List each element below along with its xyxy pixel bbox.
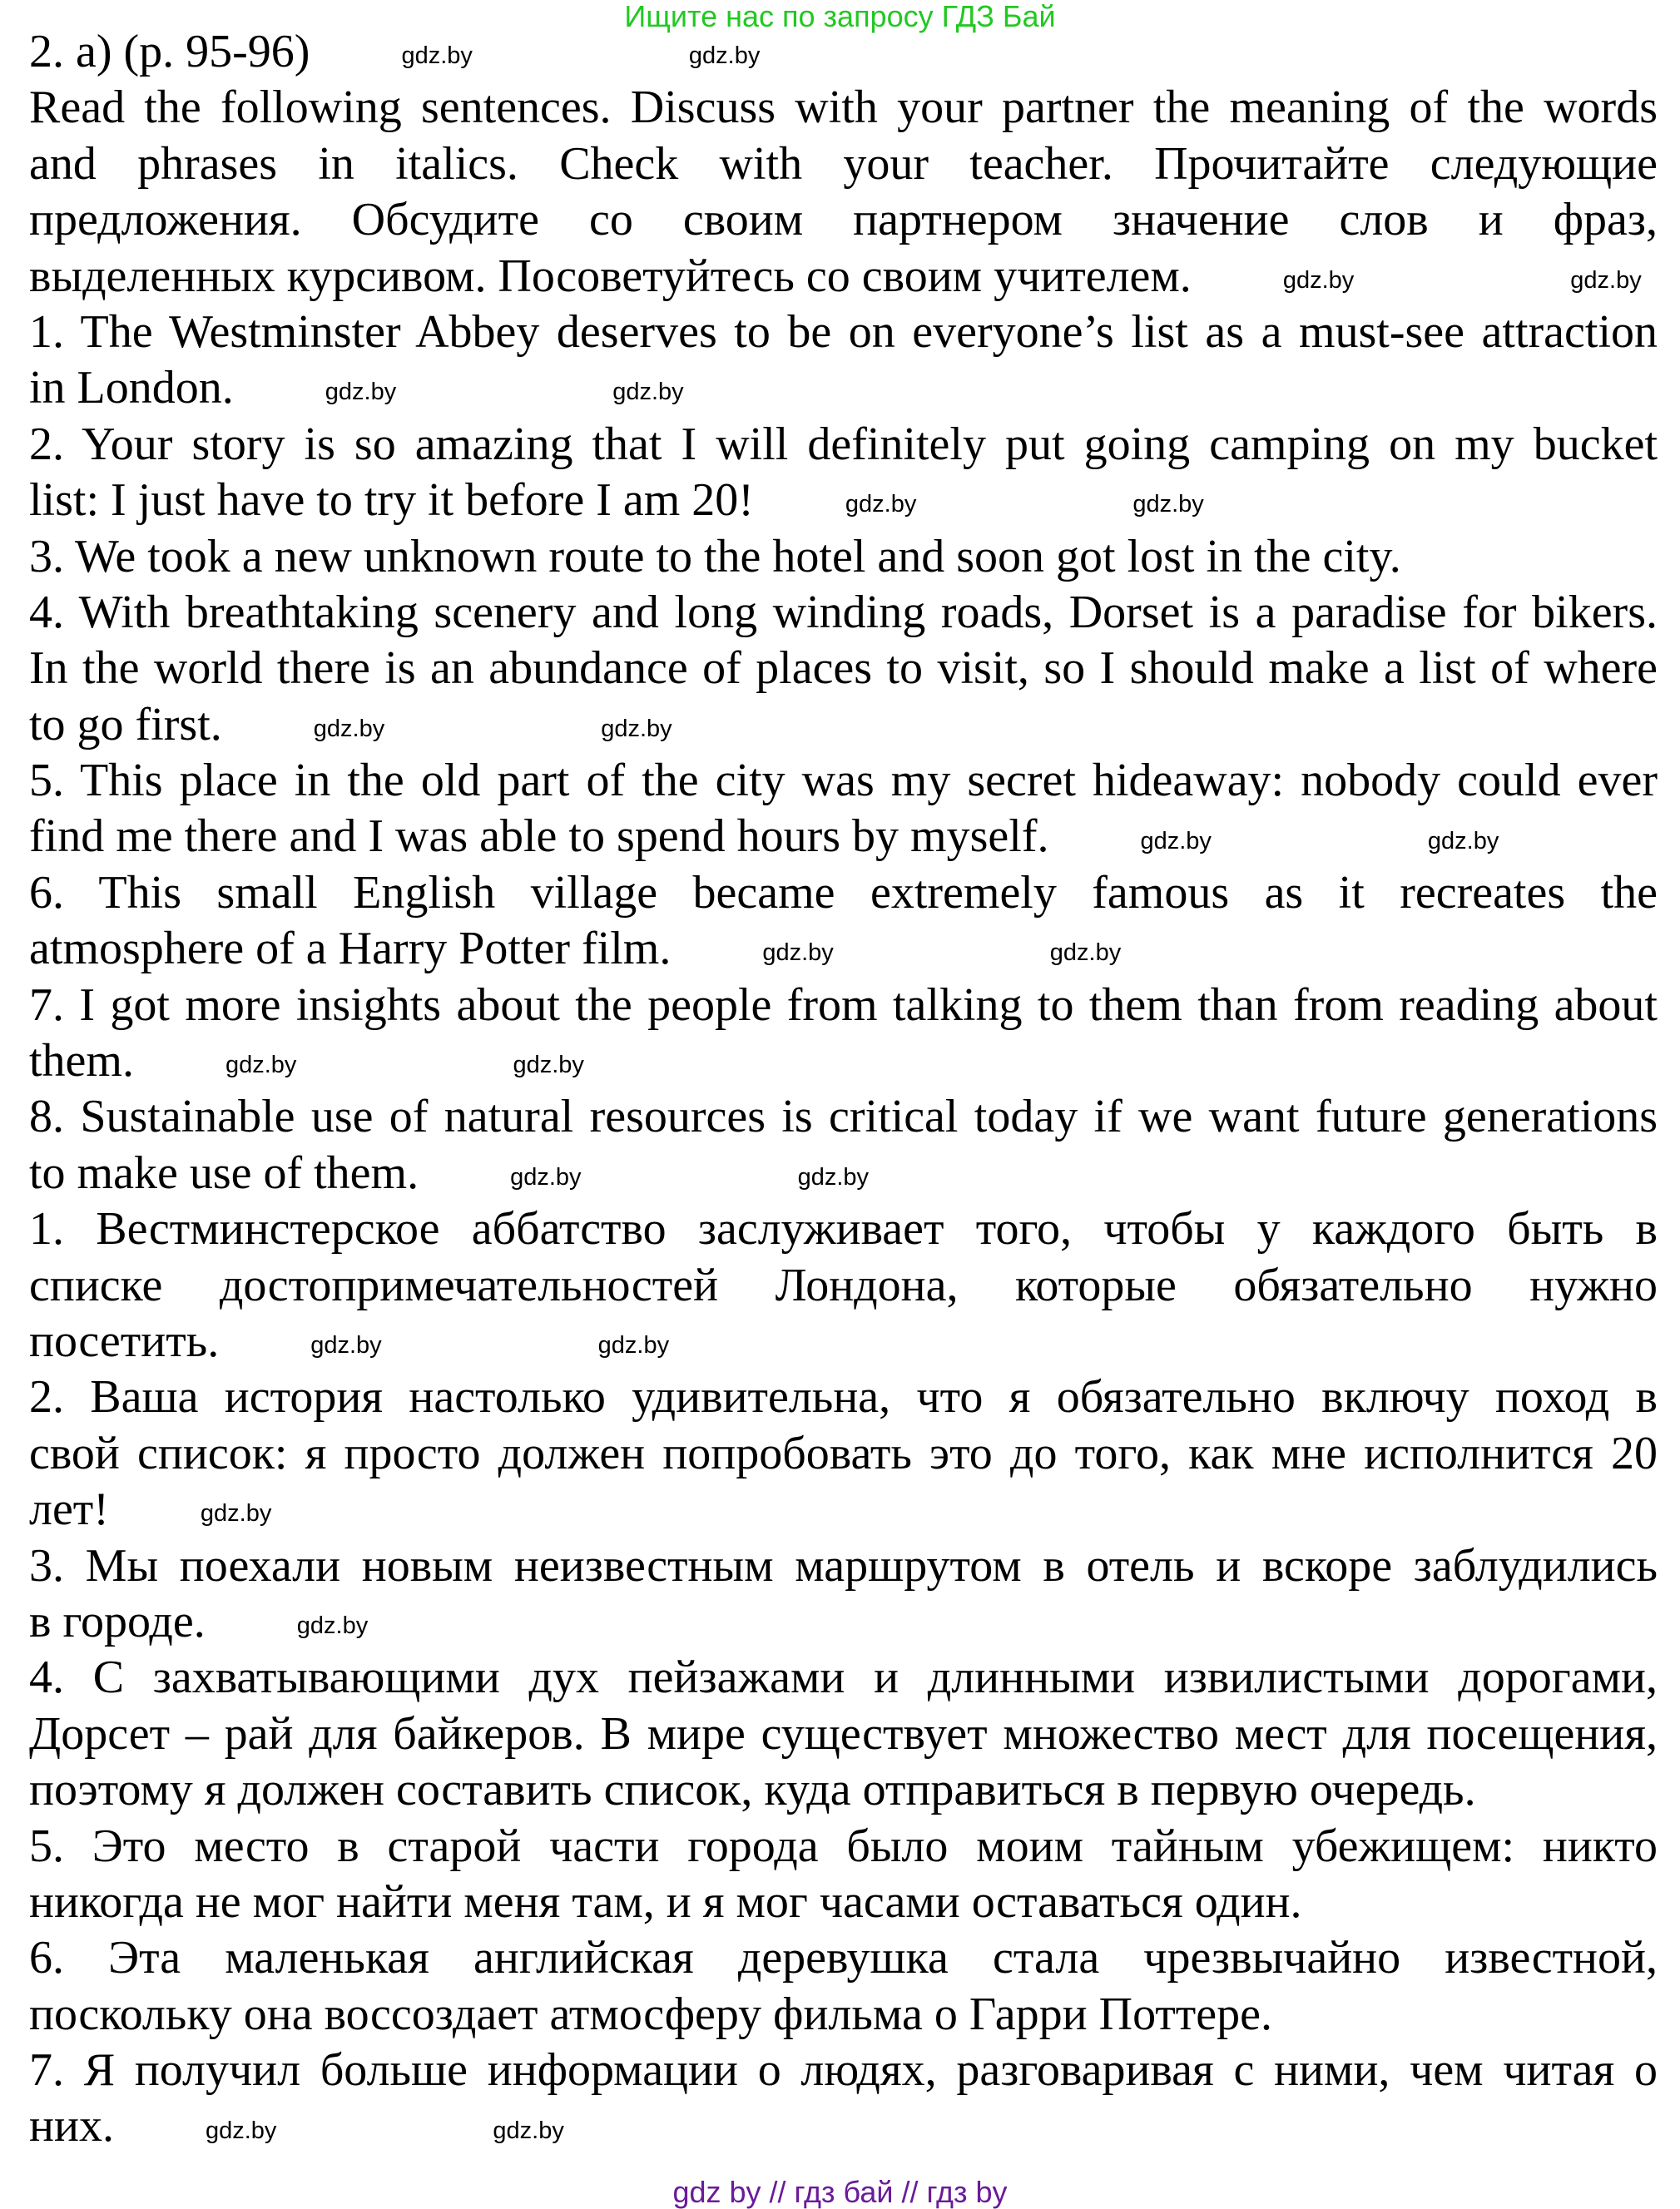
- text-line-content: them.: [29, 1035, 134, 1087]
- watermark: gdz.by: [1282, 266, 1355, 294]
- text-line-content: Read the following sentences. Discuss with your partner the meaning of the words: [29, 82, 1658, 134]
- text-line: [29, 1875, 1658, 1930]
- text-line: [29, 809, 1658, 864]
- watermark: gdz.by: [1570, 266, 1642, 294]
- text-line-content: них.: [29, 2100, 114, 2152]
- watermark: gdz.by: [1132, 491, 1204, 518]
- text-line: [29, 80, 1658, 136]
- text-line-content: списке достопримечательностей Лондона, которые обязательно нужно: [29, 1259, 1658, 1311]
- watermark: gdz.by: [205, 2117, 277, 2144]
- text-line-content: find me there and I was able to spend hours by myself.: [29, 810, 1049, 863]
- text-line: [29, 360, 1658, 416]
- document-body: [29, 24, 1658, 2155]
- text-line-content: and phrases in italics. Check with your teacher. Прочитайте следующие: [29, 137, 1658, 190]
- watermark: gdz.by: [845, 491, 917, 518]
- watermark: gdz.by: [225, 1052, 297, 1079]
- watermark: gdz.by: [1140, 827, 1212, 854]
- text-line: [29, 1762, 1658, 1818]
- text-line: [29, 1314, 1658, 1369]
- text-line-content: Дорсет – рай для байкеров. В мире существует множество мест для посещения,: [29, 1707, 1658, 1760]
- text-line-content: 7. Я получил больше информации о людях, разговаривая с ними, чем читая о: [29, 2044, 1658, 2097]
- text-line: [29, 249, 1658, 305]
- text-line-content: 2. Ваша история настолько удивительна, что я обязательно включу поход в: [29, 1371, 1658, 1424]
- text-line-content: 1. The Westminster Abbey deserves to be on everyone’s list as a must-see attraction: [29, 305, 1658, 358]
- text-line-content: 8. Sustainable use of natural resources is critical today if we want future generations: [29, 1091, 1658, 1143]
- text-line: [29, 753, 1658, 809]
- watermark: gdz.by: [310, 1332, 382, 1360]
- text-line-content: atmosphere of a Harry Potter film.: [29, 923, 672, 975]
- text-line: [29, 417, 1658, 473]
- text-line: [29, 529, 1658, 585]
- text-line-content: 2. Your story is so amazing that I will definitely put going camping on my bucket: [29, 418, 1658, 470]
- text-line-content: лет!: [29, 1483, 109, 1536]
- watermark: gdz.by: [296, 1612, 369, 1640]
- text-line: [29, 24, 1658, 80]
- text-line: [29, 1482, 1658, 1538]
- watermark: gdz.by: [797, 1163, 870, 1191]
- text-line: [29, 1930, 1658, 1986]
- text-line-content: 6. Эта маленькая английская деревушка стала чрезвычайно известной,: [29, 1932, 1658, 1984]
- text-line-content: 2. а) (p. 95-96): [29, 26, 310, 77]
- text-line: [29, 192, 1658, 248]
- text-line-content: 6. This small English village became extremely famous as it recreates the: [29, 866, 1658, 919]
- text-line: [29, 1146, 1658, 1201]
- text-line: [29, 921, 1658, 977]
- text-line-content: в городе.: [29, 1595, 206, 1647]
- text-line-content: 1. Вестминстерское аббатство заслуживает того, чтобы у каждого быть в: [29, 1203, 1658, 1256]
- text-line-content: свой список: я просто должен попробовать это до того, как мне исполнится 20: [29, 1427, 1658, 1479]
- watermark: gdz.by: [1049, 939, 1122, 967]
- watermark: gdz.by: [597, 1332, 670, 1360]
- watermark: gdz.by: [513, 1052, 584, 1079]
- text-line: [29, 2043, 1658, 2098]
- search-banner[interactable]: Ищите нас по запросу ГДЗ Бай: [624, 0, 1056, 33]
- text-line-content: In the world there is an abundance of places to visit, so I should make a list of where: [29, 642, 1658, 695]
- watermark: gdz.by: [325, 379, 397, 406]
- text-line: [29, 1987, 1658, 2043]
- text-line-content: list: I just have to try it before I am 20!: [29, 474, 754, 527]
- text-line: [29, 865, 1658, 921]
- text-line: [29, 697, 1658, 753]
- text-line: [29, 1369, 1658, 1425]
- text-line: [29, 2098, 1658, 2154]
- text-line: [29, 1650, 1658, 1706]
- footer-links[interactable]: gdz by // гдз бай // гдз by: [672, 2175, 1008, 2209]
- watermark: gdz.by: [200, 1500, 272, 1528]
- text-line-content: поскольку она воссоздает атмосферу фильма о Гарри Поттере.: [29, 1988, 1272, 2040]
- text-line: [29, 1538, 1658, 1594]
- text-line-content: in London.: [29, 362, 234, 414]
- text-line-content: 5. Это место в старой части города было моим тайным убежищем: никто: [29, 1820, 1658, 1872]
- watermark: gdz.by: [612, 379, 684, 406]
- text-line-content: посетить.: [29, 1315, 220, 1367]
- text-line-content: предложения. Обсудите со своим партнером значение слов и фраз,: [29, 194, 1658, 246]
- text-line: [29, 585, 1658, 641]
- watermark: gdz.by: [762, 939, 834, 967]
- text-line-content: выделенных курсивом. Посоветуйтесь со своим учителем.: [29, 250, 1192, 302]
- text-line: [29, 473, 1658, 528]
- watermark: gdz.by: [493, 2117, 564, 2144]
- text-line-content: поэтому я должен составить список, куда отправиться в первую очередь.: [29, 1764, 1476, 1816]
- text-line: [29, 1706, 1658, 1762]
- text-line-content: 5. This place in the old part of the city was my secret hideaway: nobody could ever: [29, 755, 1658, 807]
- text-line: [29, 978, 1658, 1033]
- text-line-content: 4. With breathtaking scenery and long winding roads, Dorset is a paradise for bikers.: [29, 586, 1658, 638]
- text-line: [29, 1819, 1658, 1875]
- text-line-content: to make use of them.: [29, 1147, 419, 1199]
- text-line: [29, 1258, 1658, 1314]
- text-line: [29, 1426, 1658, 1482]
- text-line: [29, 1201, 1658, 1257]
- text-line-content: никогда не мог найти меня там, и я мог часами оставаться один.: [29, 1875, 1302, 1928]
- text-line-content: to go first.: [29, 698, 222, 750]
- text-line: [29, 1089, 1658, 1145]
- watermark: gdz.by: [1427, 827, 1499, 854]
- watermark: gdz.by: [510, 1163, 582, 1191]
- watermark: gdz.by: [601, 715, 672, 742]
- text-line-content: 3. Мы поехали новым неизвестным маршрутом в отель и вскоре заблудились: [29, 1539, 1658, 1592]
- text-line: [29, 305, 1658, 360]
- text-line: [29, 1033, 1658, 1089]
- text-line-content: 3. We took a new unknown route to the hotel and soon got lost in the city.: [29, 530, 1401, 582]
- text-line-content: 7. I got more insights about the people from talking to them than from reading about: [29, 978, 1658, 1031]
- text-line: [29, 641, 1658, 696]
- watermark: gdz.by: [401, 42, 473, 70]
- text-line-content: 4. С захватывающими дух пейзажами и длинными извилистыми дорогами,: [29, 1652, 1658, 1704]
- text-line: [29, 136, 1658, 192]
- watermark: gdz.by: [688, 42, 761, 70]
- text-line: [29, 1594, 1658, 1650]
- watermark: gdz.by: [313, 715, 385, 742]
